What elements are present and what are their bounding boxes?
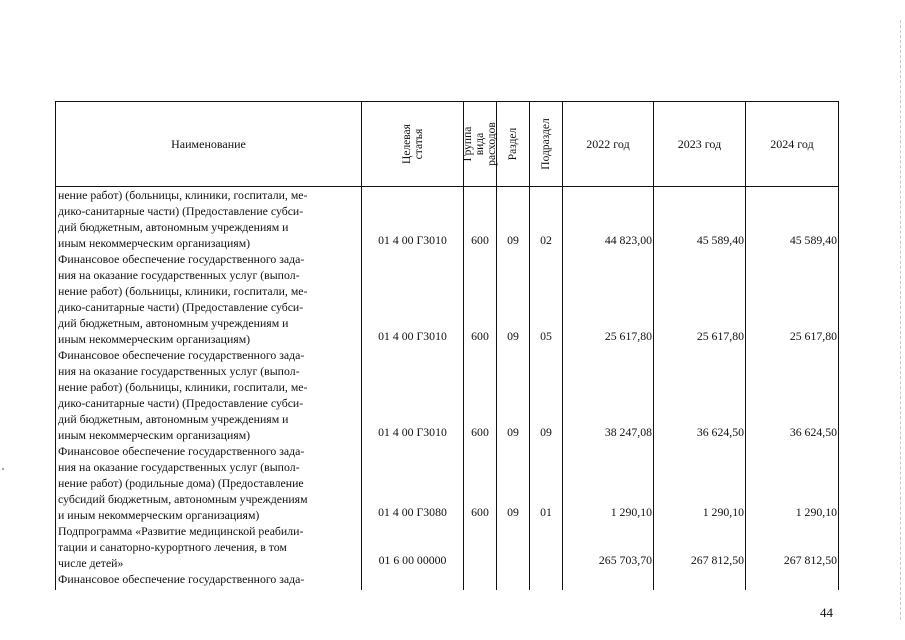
header-target-article: Целевая статья	[362, 102, 464, 187]
row-2024: 36 624,50	[746, 347, 839, 443]
table-row	[56, 523, 839, 571]
page-edge-mark	[900, 20, 901, 620]
budget-table	[55, 101, 839, 590]
row-target: 01 4 00 Г3010	[362, 187, 464, 252]
row-2023: 45 589,40	[654, 187, 746, 252]
row-section	[497, 523, 530, 571]
row-2024: 1 290,10	[746, 443, 839, 523]
table-header-row	[56, 102, 839, 187]
row-group: 600	[464, 347, 497, 443]
row-name: Финансовое обеспечение государственного зада-	[56, 571, 362, 590]
row-section: 09	[497, 347, 530, 443]
row-2023: 36 624,50	[654, 347, 746, 443]
row-2024: 25 617,80	[746, 251, 839, 347]
table-row	[56, 251, 839, 347]
header-2022: 2022 год	[563, 102, 654, 187]
row-name: Финансовое обеспечение государственного зада- ния на оказание государственных услуг (выпол- нение работ) (родильные дома) (Предоставление субсидий бюджетным, автономным учреждениям и иным некоммерческим организациям)	[56, 443, 362, 523]
row-section	[497, 571, 530, 590]
row-2024: 267 812,50	[746, 523, 839, 571]
header-section: Раздел	[497, 102, 530, 187]
row-group: 600	[464, 443, 497, 523]
row-group: 600	[464, 187, 497, 252]
row-2023: 1 290,10	[654, 443, 746, 523]
header-2023: 2023 год	[654, 102, 746, 187]
row-subsection	[530, 571, 563, 590]
row-target: 01 4 00 Г3010	[362, 251, 464, 347]
row-target: 01 4 00 Г3010	[362, 347, 464, 443]
row-name: нение работ) (больницы, клиники, госпитали, ме- дико-санитарные части) (Предоставление субси- дий бюджетным, автономным учреждениям и иным некоммерческим организациям)	[56, 187, 362, 252]
table-row	[56, 187, 839, 252]
row-2024: 45 589,40	[746, 187, 839, 252]
row-2022: 44 823,00	[563, 187, 654, 252]
row-name: Финансовое обеспечение государственного зада- ния на оказание государственных услуг (выпол- нение работ) (больницы, клиники, госпитали, ме- дико-санитарные части) (Предоставление субси- дий бюджетным, автономным учреждениям и иным некоммерческим организациям)	[56, 251, 362, 347]
row-subsection: 01	[530, 443, 563, 523]
row-name: Финансовое обеспечение государственного зада- ния на оказание государственных услуг (выпол- нение работ) (больницы, клиники, госпитали, ме- дико-санитарные части) (Предоставление субси- дий бюджетным, автономным учреждениям и иным некоммерческим организациям)	[56, 347, 362, 443]
row-section: 09	[497, 251, 530, 347]
row-2023: 267 812,50	[654, 523, 746, 571]
row-2022: 265 703,70	[563, 523, 654, 571]
row-name: Подпрограмма «Развитие медицинской реабили- тации и санаторно-курортного лечения, в том числе детей»	[56, 523, 362, 571]
row-group: 600	[464, 251, 497, 347]
row-group	[464, 523, 497, 571]
row-2022	[563, 571, 654, 590]
row-section: 09	[497, 443, 530, 523]
row-2022: 25 617,80	[563, 251, 654, 347]
table-row	[56, 443, 839, 523]
header-subsection: Подраздел	[530, 102, 563, 187]
row-section: 09	[497, 187, 530, 252]
header-2024: 2024 год	[746, 102, 839, 187]
row-2022: 38 247,08	[563, 347, 654, 443]
row-target	[362, 571, 464, 590]
scan-speck	[2, 468, 4, 470]
row-subsection: 05	[530, 251, 563, 347]
row-target: 01 4 00 Г3080	[362, 443, 464, 523]
row-2023	[654, 571, 746, 590]
row-2023: 25 617,80	[654, 251, 746, 347]
row-group	[464, 571, 497, 590]
table-row	[56, 571, 839, 590]
header-name: Наименование	[56, 102, 362, 187]
table-row	[56, 347, 839, 443]
header-expense-group: Группа вида расходов	[464, 102, 497, 187]
row-target: 01 6 00 00000	[362, 523, 464, 571]
row-subsection: 09	[530, 347, 563, 443]
row-2024	[746, 571, 839, 590]
page-number: 44	[820, 605, 833, 620]
row-subsection	[530, 523, 563, 571]
row-2022: 1 290,10	[563, 443, 654, 523]
row-subsection: 02	[530, 187, 563, 252]
